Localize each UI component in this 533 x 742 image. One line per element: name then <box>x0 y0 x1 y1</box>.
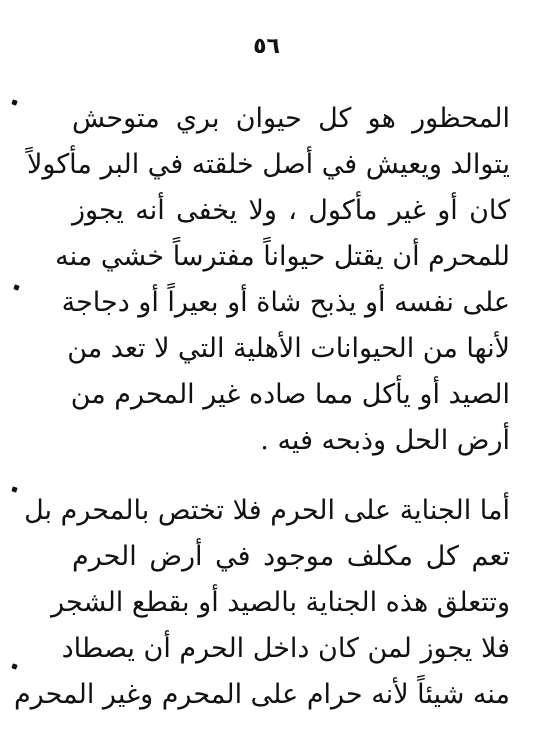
text-line: تعم كل مكلف موجود في أرض الحرم <box>72 541 510 572</box>
text-line: أما الجناية على الحرم فلا تختص بالمحرم بل <box>24 495 510 526</box>
margin-mark <box>11 486 17 492</box>
text-line: أرض الحل وذبحه فيه . <box>260 425 510 456</box>
text-line: لأنها من الحيوانات الأهلية التي لا تعد من <box>67 333 510 364</box>
text-line: وتتعلق هذه الجناية بالصيد أو بقطع الشجر <box>51 587 510 618</box>
text-line: يتوالد ويعيش في أصل خلقته في البر مأكولاً <box>26 149 510 180</box>
margin-mark <box>13 284 19 290</box>
text-line: للمحرم أن يقتل حيواناً مفترساً خشي منه <box>55 241 510 272</box>
text-line: على نفسه أو يذبح شاة أو بعيراً أو دجاجة <box>61 287 510 318</box>
paragraph-1 <box>26 96 510 464</box>
text-line: فلا يجوز لمن كان داخل الحرم أن يصطاد <box>61 633 510 664</box>
page-number: ٥٦ <box>253 34 280 59</box>
margin-mark <box>11 99 17 105</box>
margin-mark <box>11 663 17 669</box>
text-line: منه شيئاً لأنه حرام على المحرم وغير المحرم <box>13 679 510 710</box>
text-line: الصيد أو يأكل مما صاده غير المحرم من <box>70 379 510 410</box>
text-line: المحظور هو كل حيوان بري متوحش <box>72 103 510 134</box>
text-line: كان أو غير مأكول ، ولا يخفى أنه يجوز <box>72 195 510 226</box>
paragraph-2 <box>13 488 510 718</box>
